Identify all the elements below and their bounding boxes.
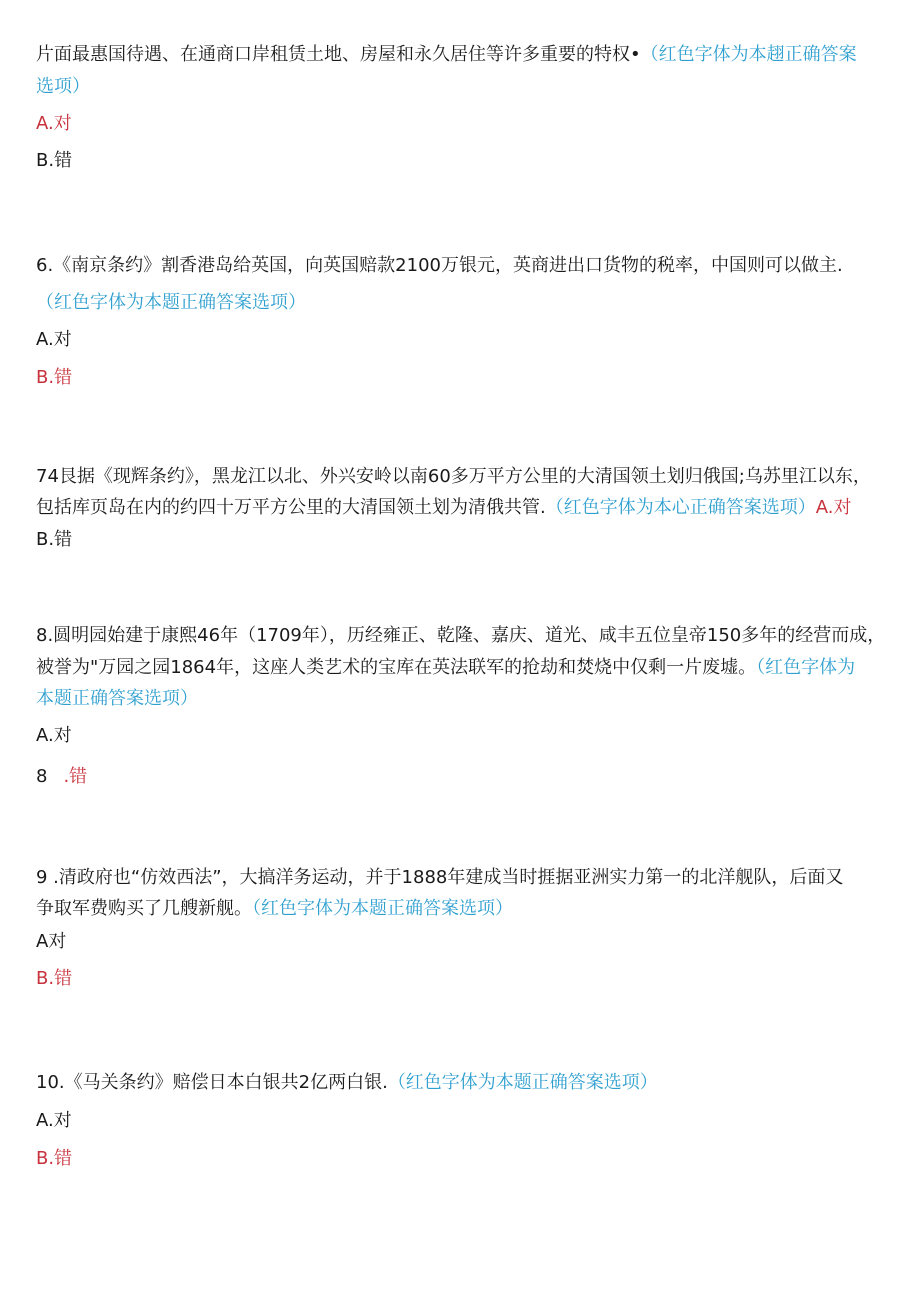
q5-option-b[interactable]: B.错 [36,150,73,171]
q8-option-b-number: 8 [36,766,48,787]
q7-question-text-cont: 包括库页岛在内的约四十万平方公里的大清国领土划为清俄共管. [36,497,546,518]
q9-question-text-cont: 争取军费购买了几艘新舰。 [36,898,252,919]
q9-text-line-2 [36,896,513,922]
q9-answer-hint: （红色字体为本题正确答案选项） [252,898,513,919]
q8-answer-hint-cont: 本题正确答案选项） [36,688,198,709]
q5-option-a[interactable]: A.对 [36,113,72,134]
q8-option-a[interactable]: A.对 [36,725,72,746]
q10-option-a[interactable]: A.对 [36,1110,72,1131]
q10-question-text: 10.《马关条约》赔偿日本白银共2亿两白银. [36,1072,388,1093]
q7-option-a[interactable]: A.对 [815,497,852,518]
q10-option-b[interactable]: B.错 [36,1148,73,1169]
q7-question-text: 74艮据《现辉条约》，黑龙江以北、外兴安岭以南60多万平方公里的大清国领土划归俄国;乌苏里江以东， [36,466,871,487]
q5-answer-hint: （红色字体为本趐正确答案 [640,44,857,65]
q5-answer-hint-cont: 选项） [36,76,90,97]
q8-question-text-cont: 被誉为"万园之园1864年，这座人类艺术的宝库在英法联军的抢劫和焚烧中仅剩一片废墟。 [36,657,757,678]
q5-question-text: 片面最惠国待遇、在通商口岸租赁土地、房屋和永久居住等许多重要的特权• [36,44,641,65]
q8-text-line-2 [36,655,855,681]
q6-option-b[interactable]: B.错 [36,367,73,388]
q10-text-line [36,1070,658,1096]
q10-answer-hint: （红色字体为本题正确答案选项） [387,1072,658,1093]
q8-answer-hint: （红色字体为 [756,657,856,678]
q9-option-a[interactable]: A对 [36,931,67,952]
q9-option-b[interactable]: B.错 [36,968,73,989]
q7-text-line-2 [36,495,851,521]
q9-question-text: 9 .清政府也“仿效西法”，大搞洋务运动，并于1888年建成当时捱据亚洲实力第一的北洋舰队，后面又 [36,867,844,888]
q8-option-b-label: .错 [63,766,88,787]
q5-text-line [36,42,857,68]
q6-answer-hint: （红色字体为本题正确答案选项） [36,292,306,313]
q8-option-b[interactable] [36,764,87,790]
q7-answer-hint: （红色字体为本心正确答案选项） [545,497,816,518]
q6-question-text: 6.《南京条约》割香港岛给英国，向英国赔款2100万银元，英商进出口货物的税率，中国则可以做主. [36,255,843,276]
q7-option-b[interactable]: B.错 [36,529,73,550]
q8-question-text: 8.圆明园始建于康熙46年（1709年），历经雍正、乾隆、嘉庆、道光、咸丰五位皇帝150多年的经营而成， [36,625,886,646]
q6-option-a[interactable]: A.对 [36,329,72,350]
